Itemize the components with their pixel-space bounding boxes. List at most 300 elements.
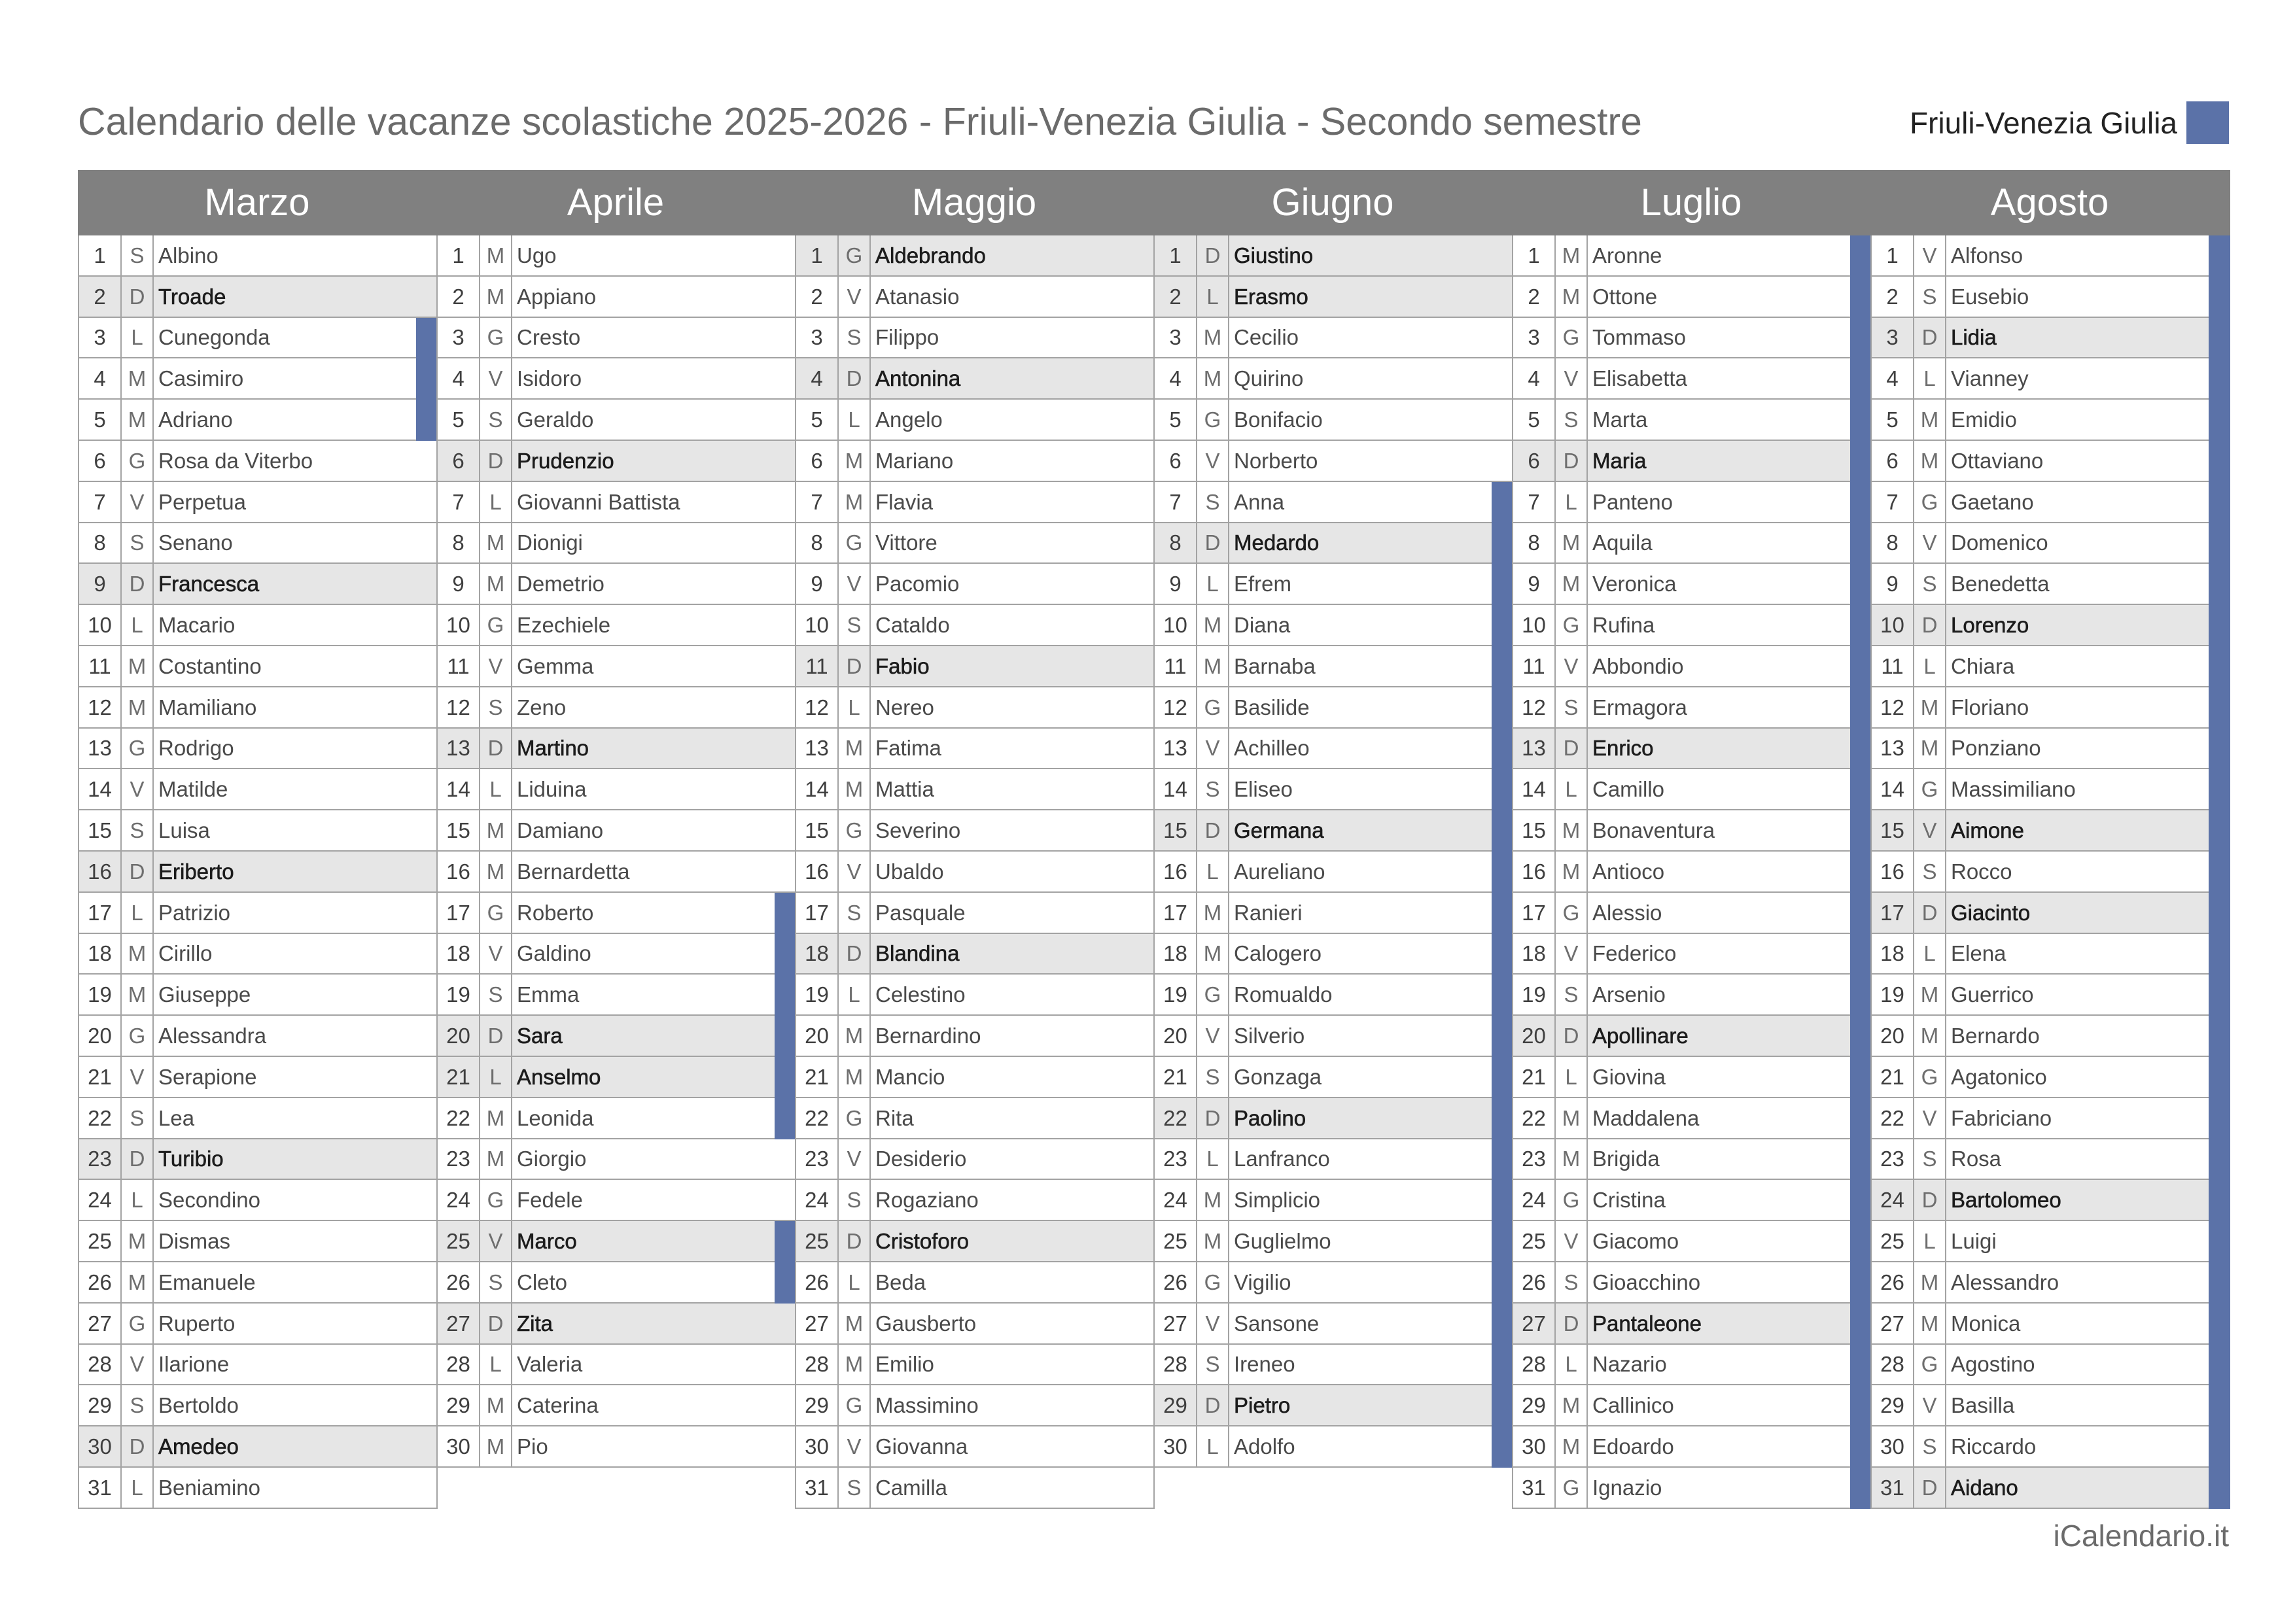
vacation-marker	[1850, 482, 1872, 523]
weekday-letter: M	[122, 975, 154, 1014]
saint-name: Luisa	[158, 818, 210, 842]
vacation-marker	[2209, 400, 2230, 441]
weekday-letter: M	[1197, 605, 1229, 645]
vacation-marker	[1850, 1221, 1872, 1262]
saint-name: Vianney	[1951, 366, 2029, 390]
saint-name: Bartolomeo	[1951, 1187, 2061, 1212]
day-number: 17	[1872, 893, 1914, 933]
day-row	[1512, 1304, 1872, 1345]
day-row	[795, 1098, 1155, 1139]
vacation-marker	[2209, 893, 2230, 934]
day-number: 25	[1872, 1221, 1914, 1261]
day-number: 15	[796, 810, 839, 850]
day-row	[1870, 564, 2230, 605]
weekday-letter: L	[1197, 852, 1229, 891]
weekday-letter: M	[1914, 441, 1946, 481]
day-number: 14	[438, 769, 480, 809]
weekday-letter: V	[1556, 1221, 1588, 1261]
day-row	[78, 400, 438, 441]
day-number: 18	[1155, 934, 1197, 973]
weekday-letter: G	[1197, 1262, 1229, 1302]
saint-name: Atanasio	[875, 284, 960, 309]
weekday-letter: V	[839, 1139, 871, 1179]
saint-name: Geraldo	[517, 407, 594, 432]
weekday-letter: G	[1914, 482, 1946, 522]
day-number: 23	[796, 1139, 839, 1179]
day-number: 22	[438, 1098, 480, 1138]
weekday-letter: D	[122, 564, 154, 604]
weekday-letter: S	[1197, 482, 1229, 522]
weekday-letter: V	[1914, 523, 1946, 562]
weekday-letter: L	[1556, 1345, 1588, 1384]
day-row	[78, 1468, 438, 1509]
legend	[1910, 101, 2229, 144]
day-row	[1153, 1262, 1513, 1304]
day-number: 30	[1513, 1426, 1556, 1466]
saint-name: Costantino	[158, 653, 262, 678]
day-row	[1512, 1468, 1872, 1509]
weekday-letter: M	[1914, 1016, 1946, 1056]
weekday-letter: L	[1556, 1057, 1588, 1097]
saint-name: Vigilio	[1234, 1270, 1291, 1294]
day-number: 13	[1155, 729, 1197, 768]
vacation-marker	[1492, 1057, 1513, 1098]
day-row	[1153, 564, 1513, 605]
day-number: 14	[79, 769, 122, 809]
day-number: 16	[1872, 852, 1914, 891]
day-number: 2	[1872, 277, 1914, 317]
saint-name: Appiano	[517, 284, 597, 309]
weekday-letter: V	[1556, 934, 1588, 973]
weekday-letter: G	[122, 729, 154, 768]
saint-name: Calogero	[1234, 941, 1322, 965]
saint-name: Tommaso	[1592, 325, 1687, 349]
day-number: 10	[1513, 605, 1556, 645]
weekday-letter: D	[480, 1016, 512, 1056]
day-number: 6	[438, 441, 480, 481]
day-row	[1870, 1468, 2230, 1509]
day-row	[795, 934, 1155, 975]
day-row	[1512, 810, 1872, 852]
vacation-marker	[775, 1057, 796, 1098]
day-row	[78, 646, 438, 687]
day-row	[1153, 605, 1513, 646]
day-row	[1512, 1426, 1872, 1468]
vacation-marker	[1492, 1262, 1513, 1304]
vacation-marker	[1492, 893, 1513, 934]
saint-name: Emanuele	[158, 1270, 256, 1294]
day-number: 8	[438, 523, 480, 562]
day-row	[1512, 1345, 1872, 1385]
day-row	[1153, 852, 1513, 893]
weekday-letter: D	[1197, 235, 1229, 275]
weekday-letter: S	[1914, 1139, 1946, 1179]
day-row	[78, 358, 438, 400]
weekday-letter: V	[1197, 441, 1229, 481]
saint-name: Giovanna	[875, 1434, 968, 1459]
day-number: 6	[796, 441, 839, 481]
day-row	[78, 1345, 438, 1385]
day-number: 27	[79, 1304, 122, 1343]
day-number: 12	[796, 687, 839, 727]
vacation-marker	[1850, 1468, 1872, 1509]
weekday-letter: V	[1914, 810, 1946, 850]
day-row	[78, 277, 438, 318]
day-number: 23	[1872, 1139, 1914, 1179]
weekday-letter: D	[480, 441, 512, 481]
vacation-marker	[1850, 441, 1872, 482]
saint-name: Eusebio	[1951, 284, 2029, 309]
months-header-bar	[78, 170, 2230, 235]
weekday-letter: S	[122, 1385, 154, 1425]
vacation-marker	[775, 1221, 796, 1262]
day-number: 5	[438, 400, 480, 440]
day-number: 10	[796, 605, 839, 645]
saint-name: Matilde	[158, 776, 228, 801]
vacation-marker	[416, 400, 438, 441]
day-row	[1512, 769, 1872, 810]
weekday-letter: S	[122, 1098, 154, 1138]
weekday-letter: S	[839, 893, 871, 933]
weekday-letter: L	[839, 975, 871, 1014]
day-number: 20	[79, 1016, 122, 1056]
day-row	[1512, 687, 1872, 729]
day-number: 30	[79, 1426, 122, 1466]
day-row	[78, 1262, 438, 1304]
vacation-marker	[2209, 564, 2230, 605]
weekday-letter: S	[1556, 400, 1588, 440]
vacation-marker	[1492, 1016, 1513, 1057]
saint-name: Roberto	[517, 900, 594, 925]
day-row	[1512, 893, 1872, 934]
day-number: 22	[1872, 1098, 1914, 1138]
day-row	[1512, 1139, 1872, 1180]
day-number: 6	[1155, 441, 1197, 481]
saint-name: Callinico	[1592, 1392, 1674, 1417]
saint-name: Elena	[1951, 941, 2006, 965]
month-header: Giugno	[1271, 181, 1394, 224]
saint-name: Secondino	[158, 1187, 260, 1212]
vacation-marker	[775, 1262, 796, 1304]
vacation-marker	[1850, 1098, 1872, 1139]
day-number: 25	[79, 1221, 122, 1261]
day-number: 12	[1513, 687, 1556, 727]
saint-name: Albino	[158, 243, 219, 268]
saint-name: Cleto	[517, 1270, 568, 1294]
day-number: 14	[1872, 769, 1914, 809]
weekday-letter: S	[480, 1262, 512, 1302]
saint-name: Emilio	[875, 1352, 934, 1376]
day-number: 24	[1513, 1180, 1556, 1220]
day-row	[436, 358, 796, 400]
day-number: 4	[1513, 358, 1556, 398]
weekday-letter: D	[839, 358, 871, 398]
weekday-letter: M	[1556, 852, 1588, 891]
saint-name: Ruperto	[158, 1311, 236, 1336]
day-row	[1153, 441, 1513, 482]
saint-name: Edoardo	[1592, 1434, 1674, 1459]
day-row	[795, 729, 1155, 769]
day-row	[78, 1098, 438, 1139]
day-row	[1870, 1221, 2230, 1262]
day-number: 14	[1155, 769, 1197, 809]
day-row	[1153, 1098, 1513, 1139]
day-row	[1512, 1385, 1872, 1426]
day-row	[1153, 769, 1513, 810]
saint-name: Ponziano	[1951, 736, 2041, 760]
day-row	[1512, 358, 1872, 400]
weekday-letter: L	[480, 482, 512, 522]
saint-name: Barnaba	[1234, 653, 1316, 678]
day-number: 12	[1872, 687, 1914, 727]
saint-name: Desiderio	[875, 1147, 967, 1171]
vacation-marker	[2209, 852, 2230, 893]
day-number: 13	[438, 729, 480, 768]
saint-name: Quirino	[1234, 366, 1304, 390]
day-row	[78, 318, 438, 358]
saint-name: Fatima	[875, 736, 941, 760]
day-number: 31	[796, 1468, 839, 1508]
saint-name: Elisabetta	[1592, 366, 1687, 390]
saint-name: Amedeo	[158, 1434, 239, 1459]
day-number: 29	[1872, 1385, 1914, 1425]
day-row	[78, 852, 438, 893]
day-number: 7	[1872, 482, 1914, 522]
vacation-marker	[1850, 1139, 1872, 1180]
saint-name: Fabriciano	[1951, 1105, 2052, 1130]
day-row	[436, 893, 796, 934]
weekday-letter: V	[122, 1057, 154, 1097]
weekday-letter: L	[480, 1345, 512, 1384]
day-row	[1153, 975, 1513, 1016]
vacation-marker	[1492, 523, 1513, 564]
day-number: 12	[79, 687, 122, 727]
day-row	[1512, 1016, 1872, 1057]
day-row	[1153, 1304, 1513, 1345]
vacation-marker	[775, 975, 796, 1016]
vacation-marker	[1850, 934, 1872, 975]
day-number: 10	[438, 605, 480, 645]
vacation-marker	[2209, 277, 2230, 318]
day-number: 8	[1155, 523, 1197, 562]
day-row	[795, 605, 1155, 646]
weekday-letter: S	[480, 687, 512, 727]
day-number: 5	[79, 400, 122, 440]
weekday-letter: M	[1556, 523, 1588, 562]
weekday-letter: L	[122, 893, 154, 933]
day-row	[1870, 1098, 2230, 1139]
saint-name: Fedele	[517, 1187, 583, 1212]
day-number: 13	[1513, 729, 1556, 768]
vacation-marker	[2209, 1262, 2230, 1304]
day-row	[436, 482, 796, 523]
saint-name: Gonzaga	[1234, 1064, 1322, 1089]
day-row	[436, 441, 796, 482]
weekday-letter: M	[839, 1057, 871, 1097]
day-row	[1870, 893, 2230, 934]
day-number: 5	[1155, 400, 1197, 440]
saint-name: Casimiro	[158, 366, 244, 390]
weekday-letter: L	[480, 1057, 512, 1097]
day-number: 19	[796, 975, 839, 1014]
saint-name: Rosa	[1951, 1147, 2002, 1171]
saint-name: Dismas	[158, 1228, 231, 1253]
weekday-letter: M	[1556, 810, 1588, 850]
month-column-agosto	[1870, 235, 2230, 1511]
saint-name: Monica	[1951, 1311, 2021, 1336]
saint-name: Rosa da Viterbo	[158, 448, 313, 473]
weekday-letter: L	[1197, 1426, 1229, 1466]
day-number: 11	[79, 646, 122, 686]
weekday-letter: M	[1556, 564, 1588, 604]
day-number: 24	[438, 1180, 480, 1220]
month-header: Agosto	[1990, 181, 2109, 224]
weekday-letter: S	[1197, 769, 1229, 809]
day-row	[1153, 810, 1513, 852]
day-number: 13	[79, 729, 122, 768]
day-number: 26	[1513, 1262, 1556, 1302]
day-number: 22	[796, 1098, 839, 1138]
weekday-letter: V	[1556, 646, 1588, 686]
day-row	[1153, 729, 1513, 769]
weekday-letter: L	[1914, 1221, 1946, 1261]
day-row	[795, 1304, 1155, 1345]
day-number: 29	[1155, 1385, 1197, 1425]
saint-name: Ezechiele	[517, 612, 611, 637]
weekday-letter: S	[1914, 564, 1946, 604]
saint-name: Liduina	[517, 776, 587, 801]
day-row	[436, 810, 796, 852]
weekday-letter: S	[1556, 1262, 1588, 1302]
vacation-marker	[1492, 769, 1513, 810]
saint-name: Isidoro	[517, 366, 582, 390]
weekday-letter: G	[122, 1304, 154, 1343]
day-number: 27	[1155, 1304, 1197, 1343]
saint-name: Rodrigo	[158, 736, 234, 760]
day-number: 7	[1155, 482, 1197, 522]
saint-name: Anna	[1234, 489, 1285, 514]
day-number: 27	[438, 1304, 480, 1343]
day-row	[795, 1345, 1155, 1385]
day-number: 22	[1513, 1098, 1556, 1138]
vacation-marker	[2209, 934, 2230, 975]
vacation-marker	[1492, 1221, 1513, 1262]
day-number: 21	[796, 1057, 839, 1097]
weekday-letter: G	[1914, 1345, 1946, 1384]
weekday-letter: V	[480, 358, 512, 398]
day-number: 9	[1513, 564, 1556, 604]
saint-name: Guglielmo	[1234, 1228, 1331, 1253]
day-row	[795, 1426, 1155, 1468]
day-row	[1153, 1221, 1513, 1262]
weekday-letter: M	[122, 1221, 154, 1261]
day-row	[795, 893, 1155, 934]
saint-name: Flavia	[875, 489, 934, 514]
day-number: 17	[438, 893, 480, 933]
day-row	[78, 687, 438, 729]
day-number: 10	[79, 605, 122, 645]
day-number: 1	[1513, 235, 1556, 275]
day-number: 21	[79, 1057, 122, 1097]
day-row	[795, 277, 1155, 318]
weekday-letter: D	[1914, 1180, 1946, 1220]
saint-name: Gaetano	[1951, 489, 2034, 514]
weekday-letter: M	[480, 1385, 512, 1425]
saint-name: Cirillo	[158, 941, 213, 965]
saint-name: Troade	[158, 284, 226, 309]
day-row	[436, 564, 796, 605]
day-row	[795, 1262, 1155, 1304]
vacation-marker	[1850, 810, 1872, 852]
saint-name: Camilla	[875, 1475, 948, 1500]
saint-name: Pasquale	[875, 900, 966, 925]
weekday-letter: S	[839, 1468, 871, 1508]
weekday-letter: V	[480, 1221, 512, 1261]
day-number: 15	[79, 810, 122, 850]
saint-name: Bonaventura	[1592, 818, 1715, 842]
saint-name: Gausberto	[875, 1311, 977, 1336]
saint-name: Cresto	[517, 325, 581, 349]
saint-name: Emma	[517, 982, 580, 1007]
saint-name: Guerrico	[1951, 982, 2034, 1007]
saint-name: Cecilio	[1234, 325, 1299, 349]
day-number: 7	[796, 482, 839, 522]
day-row	[795, 318, 1155, 358]
day-row	[1870, 1385, 2230, 1426]
weekday-letter: M	[480, 277, 512, 317]
day-number: 3	[1513, 318, 1556, 357]
day-number: 17	[79, 893, 122, 933]
day-number: 20	[438, 1016, 480, 1056]
month-header: Maggio	[911, 181, 1037, 224]
saint-name: Alessandro	[1951, 1270, 2059, 1294]
day-row	[795, 523, 1155, 564]
vacation-marker	[2209, 1468, 2230, 1509]
day-row	[1870, 729, 2230, 769]
saint-name: Rufina	[1592, 612, 1655, 637]
weekday-letter: V	[839, 277, 871, 317]
day-number: 16	[1155, 852, 1197, 891]
day-number: 23	[1513, 1139, 1556, 1179]
saint-name: Veronica	[1592, 571, 1677, 596]
day-row	[436, 1139, 796, 1180]
saint-name: Alessio	[1592, 900, 1662, 925]
day-row	[436, 318, 796, 358]
day-number: 5	[1513, 400, 1556, 440]
day-number: 25	[1155, 1221, 1197, 1261]
day-number: 7	[79, 482, 122, 522]
weekday-letter: S	[1197, 1057, 1229, 1097]
saint-name: Romualdo	[1234, 982, 1333, 1007]
saint-name: Pio	[517, 1434, 548, 1459]
day-number: 20	[1513, 1016, 1556, 1056]
day-row	[1153, 1139, 1513, 1180]
day-number: 9	[438, 564, 480, 604]
day-row	[1870, 358, 2230, 400]
day-number: 21	[1155, 1057, 1197, 1097]
day-row	[1512, 523, 1872, 564]
vacation-marker	[2209, 810, 2230, 852]
vacation-marker	[1492, 1345, 1513, 1385]
day-number: 29	[79, 1385, 122, 1425]
weekday-letter: G	[1556, 318, 1588, 357]
saint-name: Efrem	[1234, 571, 1292, 596]
vacation-marker	[1850, 1262, 1872, 1304]
day-row	[436, 687, 796, 729]
saint-name: Cunegonda	[158, 325, 270, 349]
vacation-marker	[1850, 1385, 1872, 1426]
weekday-letter: D	[1556, 1016, 1588, 1056]
